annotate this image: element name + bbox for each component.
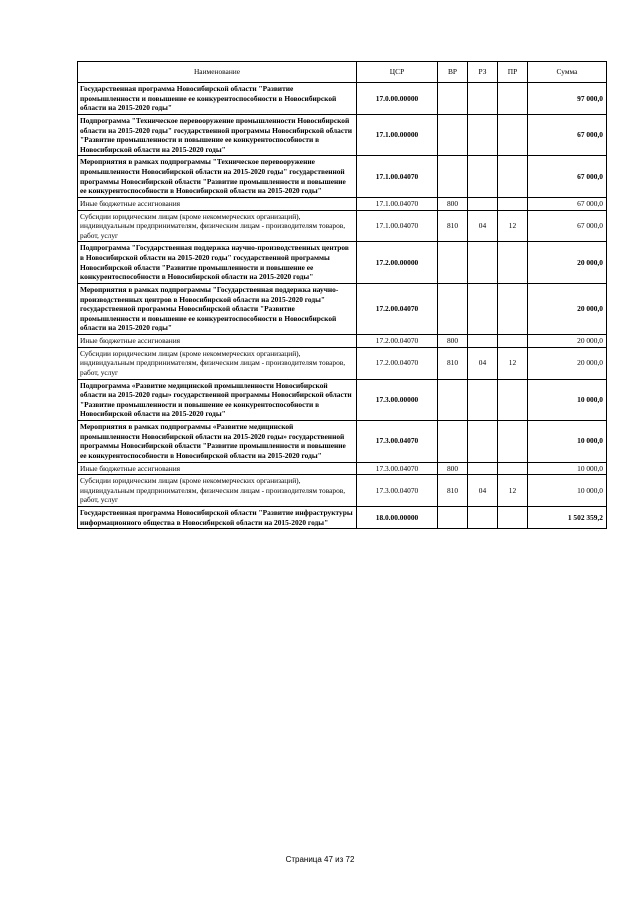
row-csr: 17.2.00.04070 — [357, 283, 438, 334]
row-csr: 17.2.00.00000 — [357, 242, 438, 284]
row-name: Субсидии юридическим лицам (кроме некоммерческих организаций), индивидуальным предпринимателям, физическим лицам - производителям товаров, работ, услуг — [78, 347, 357, 379]
row-sum: 20 000,0 — [528, 283, 607, 334]
row-vr — [438, 379, 468, 421]
row-csr: 17.1.00.04070 — [357, 197, 438, 210]
row-csr: 17.1.00.04070 — [357, 156, 438, 198]
row-rz — [468, 335, 498, 348]
row-sum: 67 000,0 — [528, 197, 607, 210]
row-vr: 800 — [438, 197, 468, 210]
row-rz — [468, 156, 498, 198]
row-pr — [498, 283, 528, 334]
row-name: Субсидии юридическим лицам (кроме некоммерческих организаций), индивидуальным предпринимателям, физическим лицам - производителям товаров, работ, услуг — [78, 210, 357, 242]
row-name: Иные бюджетные ассигнования — [78, 335, 357, 348]
table-row — [78, 242, 607, 284]
row-vr — [438, 283, 468, 334]
table-row — [78, 462, 607, 475]
table-row — [78, 347, 607, 379]
row-vr: 800 — [438, 335, 468, 348]
row-vr — [438, 156, 468, 198]
row-sum: 20 000,0 — [528, 347, 607, 379]
row-rz — [468, 421, 498, 463]
row-name: Подпрограмма "Государственная поддержка научно-производственных центров в Новосибирской области на 2015-2020 годы" государственной программы Новосибирской области "Развитие промышленности и повышение ее конкурентоспособности в Новосибирской области на 2015-2020 годы" — [78, 242, 357, 284]
row-pr — [498, 507, 528, 529]
row-sum: 20 000,0 — [528, 242, 607, 284]
row-name: Государственная программа Новосибирской области "Развитие инфраструктуры информационного общества в Новосибирской области на 2015-2020 годы" — [78, 507, 357, 529]
row-sum: 67 000,0 — [528, 210, 607, 242]
row-sum: 20 000,0 — [528, 335, 607, 348]
row-pr — [498, 242, 528, 284]
row-sum: 10 000,0 — [528, 475, 607, 507]
row-vr: 810 — [438, 347, 468, 379]
row-pr — [498, 379, 528, 421]
row-sum: 10 000,0 — [528, 462, 607, 475]
row-rz — [468, 379, 498, 421]
row-sum: 10 000,0 — [528, 379, 607, 421]
row-csr: 17.3.00.04070 — [357, 462, 438, 475]
row-sum: 67 000,0 — [528, 114, 607, 156]
row-csr: 17.3.00.04070 — [357, 475, 438, 507]
table-row — [78, 197, 607, 210]
row-vr — [438, 83, 468, 115]
row-pr — [498, 114, 528, 156]
row-rz — [468, 114, 498, 156]
row-csr: 17.0.00.00000 — [357, 83, 438, 115]
table-body — [78, 83, 607, 529]
row-vr: 810 — [438, 210, 468, 242]
row-rz: 04 — [468, 475, 498, 507]
row-vr — [438, 507, 468, 529]
row-pr: 12 — [498, 475, 528, 507]
table-header-row — [78, 62, 607, 83]
row-rz — [468, 507, 498, 529]
row-vr: 800 — [438, 462, 468, 475]
row-pr — [498, 83, 528, 115]
row-pr: 12 — [498, 347, 528, 379]
row-sum: 67 000,0 — [528, 156, 607, 198]
row-vr — [438, 242, 468, 284]
table-row — [78, 156, 607, 198]
row-sum: 1 502 359,2 — [528, 507, 607, 529]
header-name: Наименование — [78, 62, 357, 83]
row-vr: 810 — [438, 475, 468, 507]
row-pr — [498, 335, 528, 348]
row-vr — [438, 114, 468, 156]
table-row — [78, 114, 607, 156]
row-name: Подпрограмма «Развитие медицинской промышленности Новосибирской области на 2015-2020 годы» государственной программы Новосибирской области "Развитие промышленности и повышение ее конкурентоспособности в Новосибирской области на 2015-2020 годы" — [78, 379, 357, 421]
row-name: Государственная программа Новосибирской области "Развитие промышленности и повышение ее конкурентоспособности в Новосибирской области на 2015-2020 годы" — [78, 83, 357, 115]
row-rz — [468, 462, 498, 475]
row-csr: 17.1.00.00000 — [357, 114, 438, 156]
row-sum: 10 000,0 — [528, 421, 607, 463]
row-name: Мероприятия в рамках подпрограммы "Техническое перевооружение промышленности Новосибирской области на 2015-2020 годы" государственной программы Новосибирской области "Развитие промышленности и повышение ее конкурентоспособности в Новосибирской области на 2015-2020 годы" — [78, 156, 357, 198]
row-rz: 04 — [468, 210, 498, 242]
row-sum: 97 000,0 — [528, 83, 607, 115]
row-name: Субсидии юридическим лицам (кроме некоммерческих организаций), индивидуальным предпринимателям, физическим лицам - производителям товаров, работ, услуг — [78, 475, 357, 507]
page-number: Страница 47 из 72 — [285, 855, 355, 864]
row-name: Иные бюджетные ассигнования — [78, 462, 357, 475]
row-pr — [498, 421, 528, 463]
row-csr: 17.2.00.04070 — [357, 335, 438, 348]
header-vr: ВР — [438, 62, 468, 83]
row-pr: 12 — [498, 210, 528, 242]
table-row — [78, 475, 607, 507]
row-name: Мероприятия в рамках подпрограммы "Государственная поддержка научно-производственных центров в Новосибирской области на 2015-2020 годы" государственной программы Новосибирской области "Развитие промышленности и повышение ее конкурентоспособности в Новосибирской области на 2015-2020 годы" — [78, 283, 357, 334]
row-vr — [438, 421, 468, 463]
row-rz — [468, 197, 498, 210]
table-row — [78, 335, 607, 348]
header-pr: ПР — [498, 62, 528, 83]
row-rz — [468, 242, 498, 284]
row-name: Мероприятия в рамках подпрограммы «Развитие медицинской промышленности Новосибирской области на 2015-2020 годы» государственной программы Новосибирской области "Развитие промышленности и повышение ее конкурентоспособности в Новосибирской области на 2015-2020 годы" — [78, 421, 357, 463]
header-sum: Сумма — [528, 62, 607, 83]
row-rz — [468, 83, 498, 115]
table-row — [78, 83, 607, 115]
row-pr — [498, 462, 528, 475]
table-row — [78, 507, 607, 529]
row-pr — [498, 197, 528, 210]
row-pr — [498, 156, 528, 198]
table-row — [78, 210, 607, 242]
header-csr: ЦСР — [357, 62, 438, 83]
table-row — [78, 421, 607, 463]
row-csr: 17.3.00.04070 — [357, 421, 438, 463]
row-rz — [468, 283, 498, 334]
table-row — [78, 379, 607, 421]
table-row — [78, 283, 607, 334]
row-csr: 17.3.00.00000 — [357, 379, 438, 421]
row-csr: 18.0.00.00000 — [357, 507, 438, 529]
budget-table — [77, 61, 607, 529]
row-csr: 17.2.00.04070 — [357, 347, 438, 379]
header-rz: РЗ — [468, 62, 498, 83]
row-rz: 04 — [468, 347, 498, 379]
row-name: Подпрограмма "Техническое перевооружение промышленности Новосибирской области на 2015-2020 годы" государственной программы Новосибирской области "Развитие промышленности и повышение ее конкурентоспособности в Новосибирской области на 2015-2020 годы" — [78, 114, 357, 156]
row-csr: 17.1.00.04070 — [357, 210, 438, 242]
row-name: Иные бюджетные ассигнования — [78, 197, 357, 210]
